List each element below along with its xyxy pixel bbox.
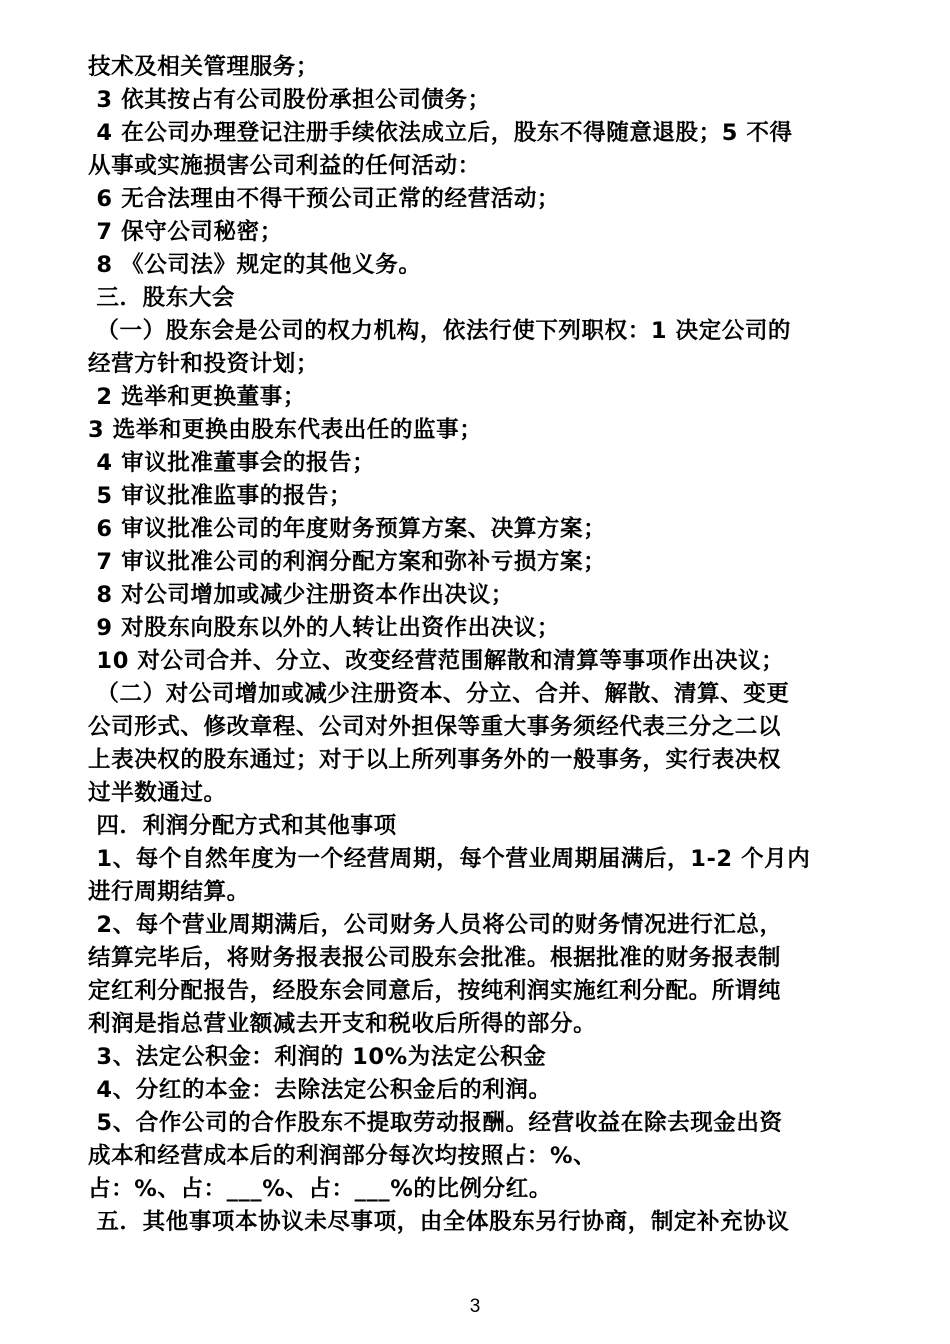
text-line: 8 《公司法》规定的其他义务。 [88, 252, 422, 278]
document-body [88, 51, 888, 1239]
text-line: 4 在公司办理登记注册手续依法成立后，股东不得随意退股；5 不得 [88, 120, 793, 146]
text-line: 6 无合法理由不得干预公司正常的经营活动； [88, 186, 561, 212]
text-line: 结算完毕后，将财务报表报公司股东会批准。根据批准的财务报表制 [88, 945, 782, 971]
text-line: 2、每个营业周期满后，公司财务人员将公司的财务情况进行汇总， [88, 912, 783, 938]
text-line: 3 选举和更换由股东代表出任的监事； [88, 417, 483, 443]
text-line: 8 对公司增加或减少注册资本作出决议； [88, 582, 514, 608]
text-line: 7 保守公司秘密； [88, 219, 283, 245]
page-number: 3 [469, 1296, 481, 1317]
text-line: 过半数通过。 [88, 780, 227, 806]
text-line: 经营方针和投资计划； [88, 351, 320, 377]
text-line: 占：%、占：___%、占：___%的比例分红。 [88, 1176, 552, 1202]
text-line: 5、合作公司的合作股东不提取劳动报酬。经营收益在除去现金出资 [88, 1110, 783, 1136]
text-line: （二）对公司增加或减少注册资本、分立、合并、解散、清算、变更 [88, 681, 790, 707]
text-line: 上表决权的股东通过；对于以上所列事务外的一般事务，实行表决权 [88, 747, 782, 773]
text-line: 成本和经营成本后的利润部分每次均按照占：%、 [88, 1143, 597, 1169]
text-line: 技术及相关管理服务； [88, 54, 320, 80]
section-heading: 三．股东大会 [88, 285, 236, 311]
text-line: 7 审议批准公司的利润分配方案和弥补亏损方案； [88, 549, 607, 575]
text-line: 进行周期结算。 [88, 879, 250, 905]
text-line: 利润是指总营业额减去开支和税收后所得的部分。 [88, 1011, 597, 1037]
text-line: 从事或实施损害公司利益的任何活动： [88, 153, 481, 179]
text-line: 9 对股东向股东以外的人转让出资作出决议； [88, 615, 561, 641]
text-line: 4 审议批准董事会的报告； [88, 450, 376, 476]
text-line: 4、分红的本金：去除法定公积金后的利润。 [88, 1077, 552, 1103]
section-heading: 五．其他事项本协议未尽事项，由全体股东另行协商，制定补充协议 [88, 1209, 790, 1235]
text-line: 2 选举和更换董事； [88, 384, 306, 410]
text-line: 1、每个自然年度为一个经营周期，每个营业周期届满后，1-2 个月内 [88, 846, 811, 872]
text-line: 定红利分配报告，经股东会同意后，按纯利润实施红利分配。所谓纯 [88, 978, 782, 1004]
text-line: 10 对公司合并、分立、改变经营范围解散和清算等事项作出决议； [88, 648, 785, 674]
text-line: 3 依其按占有公司股份承担公司债务； [88, 87, 491, 113]
section-heading: 四．利润分配方式和其他事项 [88, 813, 397, 839]
text-line: 5 审议批准监事的报告； [88, 483, 353, 509]
text-line: 3、法定公积金：利润的 10%为法定公积金 [88, 1044, 547, 1070]
text-line: （一）股东会是公司的权力机构，依法行使下列职权：1 决定公司的 [88, 318, 792, 344]
text-line: 6 审议批准公司的年度财务预算方案、决算方案； [88, 516, 607, 542]
text-line: 公司形式、修改章程、公司对外担保等重大事务须经代表三分之二以 [88, 714, 782, 740]
